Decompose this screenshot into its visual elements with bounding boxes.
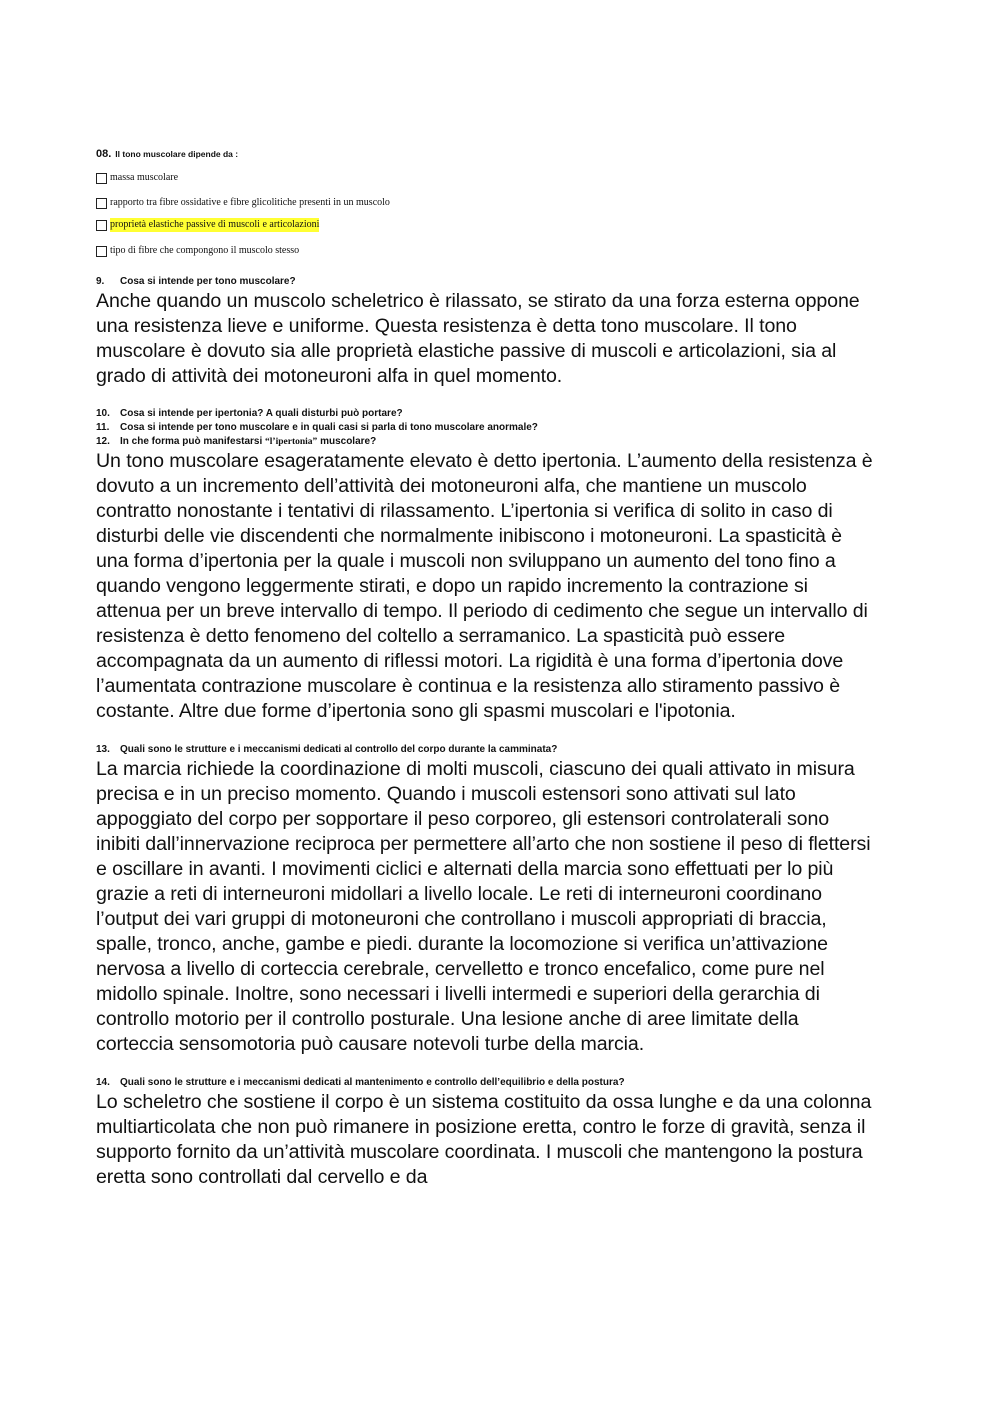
checkbox-icon[interactable] (96, 198, 107, 209)
document-content (96, 146, 876, 1190)
question-12-title-end: muscolare? (317, 436, 377, 447)
question-11-heading (96, 421, 876, 435)
question-10-title: Cosa si intende per ipertonia? A quali disturbi può portare? (120, 408, 403, 419)
question-12-heading (96, 435, 876, 449)
option-label: tipo di fibre che compongono il muscolo stesso (110, 245, 300, 256)
option-label: massa muscolare (110, 172, 179, 183)
checkbox-icon[interactable] (96, 173, 107, 184)
checkbox-icon[interactable] (96, 246, 107, 257)
question-11-number: 11. (96, 422, 110, 433)
checkbox-icon[interactable] (96, 220, 107, 231)
question-12-number: 12. (96, 436, 110, 447)
question-12-title-start: In che forma può manifestarsi (120, 436, 266, 447)
question-9-heading (96, 275, 876, 289)
option-tipo-fibre[interactable] (96, 244, 876, 258)
question-9-number: 9. (96, 276, 105, 287)
answer-14: Lo scheletro che sostiene il corpo è un sistema costituito da ossa lunghe e da una colonna multiarticolata che non può rimanere in posizione eretta, contro le forze di gravità, senza il supporto fornito da un’attività muscolare coordinata. I muscoli che mantengono la postura eretta sono controllati dal cervello e da (96, 1091, 872, 1188)
question-08-title: Il tono muscolare dipende da : (115, 149, 239, 159)
question-10-number: 10. (96, 408, 110, 419)
question-13-heading (96, 743, 876, 757)
question-11-title: Cosa si intende per tono muscolare e in quali casi si parla di tono muscolare anormale? (120, 422, 538, 433)
question-14-heading (96, 1076, 876, 1090)
question-14-title: Quali sono le strutture e i meccanismi dedicati al mantenimento e controllo dell’equilibrio e della postura? (120, 1077, 625, 1088)
question-9-title: Cosa si intende per tono muscolare? (120, 276, 296, 287)
question-13-number: 13. (96, 744, 110, 755)
answer-13: La marcia richiede la coordinazione di molti muscoli, ciascuno dei quali attivato in misura precisa e in un preciso momento. Quando i muscoli estensori sono attivati sul lato appoggiato del corpo per sopportare il peso corporeo, gli estensori controlaterali sono inibiti dall’innervazione reciproca per permettere all’arto che non sostiene il peso di flettersi e oscillare in avanti. I movimenti ciclici e alternati della marcia sono effettuati per lo più grazie a reti di interneuroni midollari a livello locale. Le reti di interneuroni coordinano l’output dei vari gruppi di motoneuroni che controllano i muscoli appropriati di braccia, spalle, tronco, anche, gambe e piedi. durante la locomozione si verifica un’attivazione nervosa a livello di corteccia cerebrale, cervelletto e tronco encefalico, come pure nel midollo spinale. Inoltre, sono necessari i livelli intermedi e superiori della gerarchia di controllo motorio per il controllo posturale. Una lesione anche di aree limitate della corteccia sensomotoria può causare notevoli turbe della marcia. (96, 758, 871, 1055)
option-rapporto-fibre[interactable] (96, 196, 876, 210)
option-massa-muscolare[interactable] (96, 171, 876, 185)
option-proprieta-elastiche[interactable] (96, 218, 876, 232)
question-12-title-quoted: “l’ipertonia” (265, 437, 318, 447)
question-13-title: Quali sono le strutture e i meccanismi dedicati al controllo del corpo durante la camminata? (120, 744, 558, 755)
answer-9: Anche quando un muscolo scheletrico è rilassato, se stirato da una forza esterna oppone una resistenza lieve e uniforme. Questa resistenza è detta tono muscolare. Il tono muscolare è dovuto sia alle proprietà elastiche passive di muscoli e articolazioni, sia al grado di attività dei motoneuroni alfa in quel momento. (96, 290, 860, 387)
question-14-number: 14. (96, 1077, 110, 1088)
option-label: rapporto tra fibre ossidative e fibre glicolitiche presenti in un muscolo (110, 197, 390, 208)
answer-10-12: Un tono muscolare esageratamente elevato è detto ipertonia. L’aumento della resistenza è dovuto a un incremento dell’attività dei motoneuroni alfa, che mantiene un muscolo contratto nonostante i tentativi di rilassamento. L’ipertonia si verifica di solito in caso di disturbi delle vie discendenti che normalmente inibiscono i motoneuroni. La spasticità è una forma d’ipertonia per la quale i muscoli non sviluppano un aumento del tono fino a quando vengono leggermente stirati, e dopo un rapido incremento la contrazione si attenua per un breve intervallo di tempo. Il periodo di cedimento che segue un intervallo di resistenza è detto fenomeno del coltello a serramanico. La spasticità può essere accompagnata da un aumento di riflessi motori. La rigidità è una forma d’ipertonia dove l’aumentata contrazione muscolare è continua e la resistenza allo stiramento passivo è costante. Altre due forme d’ipertonia sono gli spasmi muscolari e l'ipotonia. (96, 450, 873, 722)
question-08-heading (96, 146, 876, 161)
question-08-number: 08. (96, 148, 112, 160)
questions-10-12-heading (96, 407, 876, 449)
option-label-highlighted: proprietà elastiche passive di muscoli e articolazioni (110, 219, 320, 230)
question-10-heading (96, 407, 876, 421)
